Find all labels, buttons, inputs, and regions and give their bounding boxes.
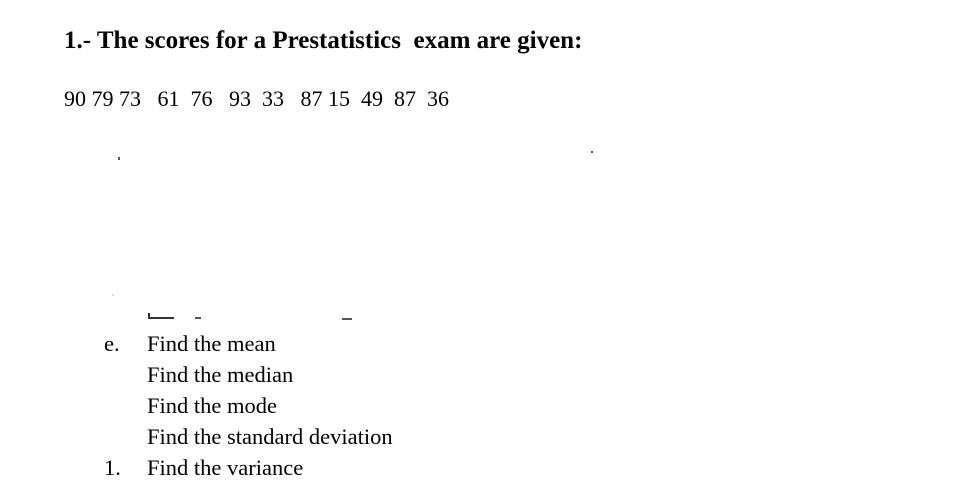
scan-artifact-mark xyxy=(112,294,114,296)
scan-artifact-mark xyxy=(148,313,174,319)
task-text: Find the mean xyxy=(147,331,276,356)
scan-artifact-mark xyxy=(591,151,593,153)
scores-list: 90 79 73 61 76 93 33 87 15 49 87 36 xyxy=(64,86,449,111)
problem-title: 1.- The scores for a Prestatistics exam are given: xyxy=(64,27,583,54)
task-text: Find the variance xyxy=(147,455,304,480)
task-text: Find the median xyxy=(147,362,294,387)
task-marker: e. xyxy=(104,331,120,356)
task-text: Find the mode xyxy=(147,393,277,418)
task-marker: 1. xyxy=(104,455,121,480)
task-text: Find the standard deviation xyxy=(147,424,393,449)
task-item-variance xyxy=(0,452,957,483)
task-item-median xyxy=(0,359,957,390)
task-list xyxy=(0,328,957,483)
scan-artifact-mark xyxy=(118,157,120,160)
scan-artifact-mark xyxy=(195,317,201,319)
task-item-standard-deviation xyxy=(0,421,957,452)
task-item-mean xyxy=(0,328,957,359)
task-item-mode xyxy=(0,390,957,421)
scan-artifact-mark xyxy=(342,318,352,320)
